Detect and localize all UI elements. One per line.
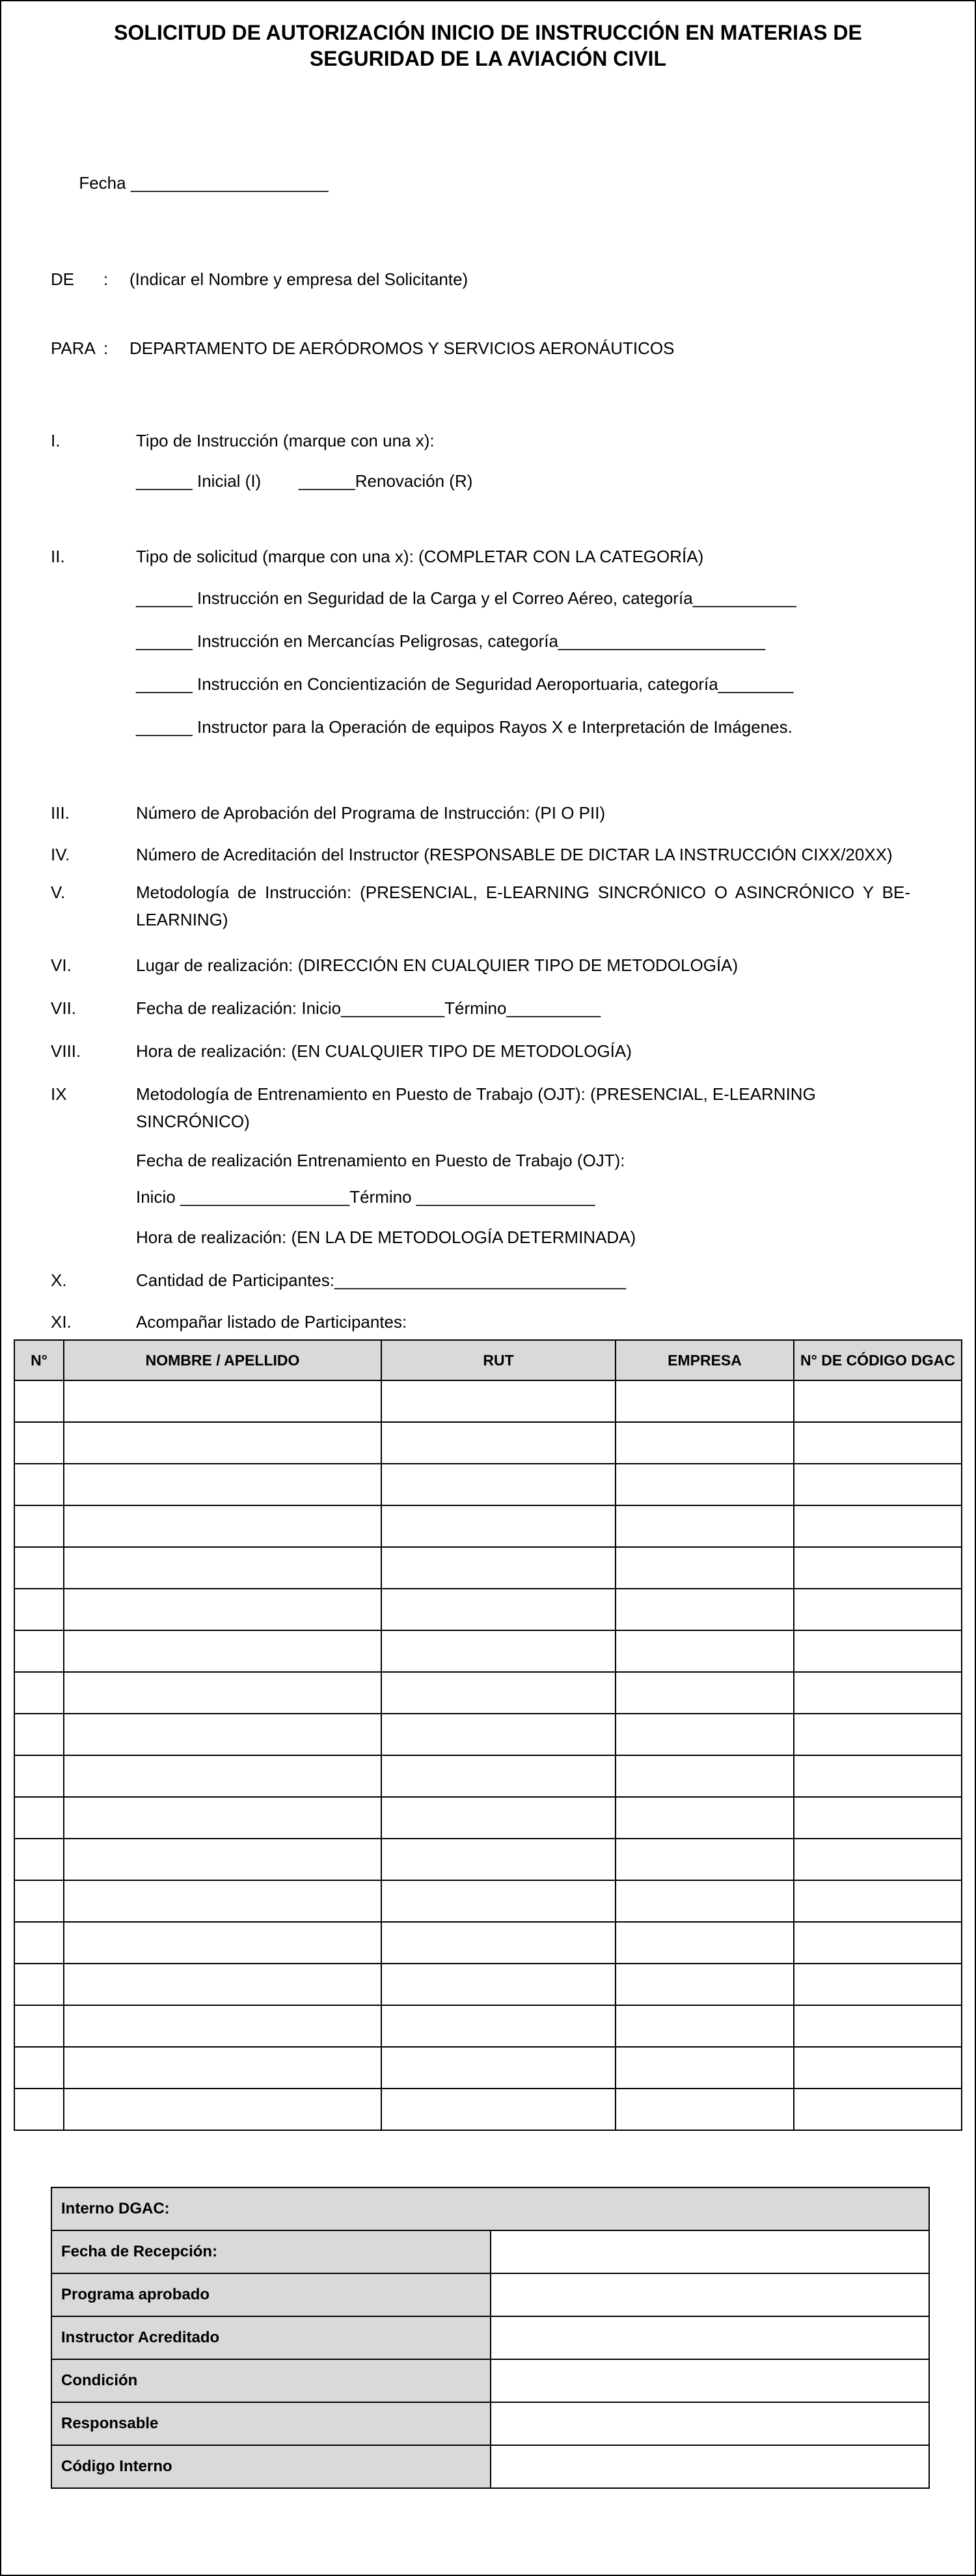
para-row	[51, 335, 929, 362]
item-text: Metodología de Entrenamiento en Puesto de Trabajo (OJT): (PRESENCIAL, E-LEARNING SINCRÓNICO)	[136, 1084, 821, 1131]
participants-empty-cell	[64, 1755, 381, 1797]
participants-empty-cell	[14, 1714, 64, 1755]
participants-empty-cell	[616, 2089, 794, 2130]
item-text: Fecha de realización: Inicio___________Término__________	[136, 998, 601, 1018]
participants-empty-cell	[64, 1630, 381, 1672]
participants-empty-cell	[64, 1547, 381, 1589]
item-text: Metodología de Instrucción: (PRESENCIAL, E-LEARNING SINCRÓNICO O ASINCRÓNICO Y BE-LEARNING)	[136, 883, 910, 929]
participants-empty-cell	[794, 1755, 962, 1797]
participants-empty-cell	[794, 1422, 962, 1464]
participants-empty-cell	[381, 1755, 616, 1797]
form-items	[51, 427, 929, 1336]
item-roman-numeral: VII.	[51, 998, 77, 1018]
participants-empty-row	[14, 2005, 962, 2047]
participants-col-empresa: EMPRESA	[616, 1340, 794, 1380]
participants-empty-cell	[381, 1839, 616, 1880]
participants-empty-cell	[794, 1797, 962, 1839]
participants-empty-cell	[794, 1589, 962, 1630]
participants-empty-cell	[794, 2089, 962, 2130]
interno-row	[51, 2359, 929, 2402]
participants-empty-cell	[14, 1547, 64, 1589]
interno-table-body	[51, 2187, 929, 2488]
participants-empty-cell	[616, 1505, 794, 1547]
participants-empty-cell	[794, 1714, 962, 1755]
interno-row-value	[491, 2273, 930, 2316]
participants-empty-cell	[616, 1589, 794, 1630]
participants-empty-cell	[381, 1630, 616, 1672]
interno-row-value	[491, 2445, 930, 2488]
item-text: Número de Acreditación del Instructor (RESPONSABLE DE DICTAR LA INSTRUCCIÓN CIXX/20XX)	[136, 845, 893, 864]
participants-empty-row	[14, 2047, 962, 2089]
item-subline-hora-ojt: Hora de realización: (EN LA DE METODOLOGÍA DETERMINADA)	[136, 1227, 636, 1247]
participants-empty-cell	[14, 1422, 64, 1464]
item-cantidad-participantes	[51, 1267, 929, 1294]
participants-empty-cell	[64, 1797, 381, 1839]
participants-empty-cell	[616, 1547, 794, 1589]
participants-empty-cell	[794, 1505, 962, 1547]
participants-empty-cell	[14, 2089, 64, 2130]
item-subline-inicio-termino-ojt: Inicio __________________Término ___________________	[136, 1187, 595, 1207]
de-label: DE	[51, 269, 75, 289]
item-tipo-solicitud	[51, 543, 929, 741]
participants-empty-cell	[616, 1672, 794, 1714]
interno-row	[51, 2402, 929, 2445]
interno-header-cell: Interno DGAC:	[51, 2187, 929, 2230]
participants-empty-cell	[794, 1672, 962, 1714]
participants-empty-cell	[14, 1672, 64, 1714]
de-value: (Indicar el Nombre y empresa del Solicitante)	[129, 269, 468, 289]
item-text: Lugar de realización: (DIRECCIÓN EN CUALQUIER TIPO DE METODOLOGÍA)	[136, 955, 739, 975]
participants-empty-cell	[616, 1630, 794, 1672]
item-text: Hora de realización: (EN CUALQUIER TIPO DE METODOLOGÍA)	[136, 1041, 632, 1061]
participants-empty-cell	[616, 2005, 794, 2047]
item-roman-numeral: X.	[51, 1270, 67, 1290]
de-separator: :	[103, 269, 109, 289]
participants-empty-row	[14, 1505, 962, 1547]
participants-empty-cell	[794, 1380, 962, 1422]
item-numero-acreditacion	[51, 841, 929, 868]
participants-col-rut: RUT	[381, 1340, 616, 1380]
participants-empty-cell	[616, 2047, 794, 2089]
interno-row-value	[491, 2359, 930, 2402]
participants-empty-cell	[381, 1380, 616, 1422]
item-roman-numeral: II.	[51, 547, 65, 566]
participants-empty-cell	[64, 1422, 381, 1464]
participants-empty-cell	[794, 2005, 962, 2047]
participants-empty-cell	[64, 1922, 381, 1964]
title-line-1: SOLICITUD DE AUTORIZACIÓN INICIO DE INSTRUCCIÓN EN MATERIAS DE	[114, 21, 862, 44]
participants-empty-cell	[616, 1839, 794, 1880]
item-text: Tipo de solicitud (marque con una x): (COMPLETAR CON LA CATEGORÍA)	[136, 547, 704, 566]
participants-empty-row	[14, 1380, 962, 1422]
item-hora-realizacion	[51, 1037, 929, 1065]
interno-row-label: Programa aprobado	[51, 2273, 491, 2316]
interno-row-label: Responsable	[51, 2402, 491, 2445]
participants-empty-row	[14, 1547, 962, 1589]
interno-row	[51, 2445, 929, 2488]
item-lugar-realizacion	[51, 952, 929, 979]
participants-empty-cell	[794, 1547, 962, 1589]
participants-empty-cell	[616, 1797, 794, 1839]
participants-empty-cell	[381, 1505, 616, 1547]
participants-empty-row	[14, 2089, 962, 2130]
participants-empty-cell	[381, 1422, 616, 1464]
participants-empty-row	[14, 1672, 962, 1714]
title-line-2: SEGURIDAD DE LA AVIACIÓN CIVIL	[309, 47, 667, 70]
interno-row-label: Código Interno	[51, 2445, 491, 2488]
interno-header-row	[51, 2187, 929, 2230]
participants-empty-cell	[616, 1422, 794, 1464]
participants-empty-cell	[381, 1714, 616, 1755]
item-numero-aprobacion	[51, 799, 929, 827]
participants-empty-cell	[64, 1589, 381, 1630]
fecha-label: Fecha	[79, 173, 131, 193]
item-subline-carga-correo: ______ Instrucción en Seguridad de la Carga y el Correo Aéreo, categoría___________	[136, 588, 796, 608]
participants-empty-cell	[14, 1797, 64, 1839]
participants-empty-cell	[14, 1839, 64, 1880]
item-fecha-realizacion	[51, 994, 929, 1022]
participants-empty-row	[14, 1797, 962, 1839]
participants-empty-cell	[794, 2047, 962, 2089]
interno-row-label: Fecha de Recepción:	[51, 2230, 491, 2273]
interno-row	[51, 2316, 929, 2359]
participants-empty-cell	[381, 1547, 616, 1589]
participants-empty-cell	[616, 1880, 794, 1922]
participants-empty-cell	[616, 1380, 794, 1422]
participants-empty-cell	[616, 1964, 794, 2005]
participants-header-row	[14, 1340, 962, 1380]
participants-table-body	[14, 1380, 962, 2130]
participants-empty-cell	[381, 2005, 616, 2047]
participants-empty-cell	[616, 1464, 794, 1505]
participants-empty-row	[14, 1422, 962, 1464]
participants-empty-row	[14, 1464, 962, 1505]
participants-empty-row	[14, 1880, 962, 1922]
participants-empty-cell	[381, 1797, 616, 1839]
item-text: Número de Aprobación del Programa de Instrucción: (PI O PII)	[136, 803, 606, 823]
participants-empty-cell	[794, 1964, 962, 2005]
item-roman-numeral: V.	[51, 883, 66, 902]
participants-empty-cell	[381, 1672, 616, 1714]
interno-row-value	[491, 2316, 930, 2359]
interno-row-label: Condición	[51, 2359, 491, 2402]
participants-col-nombre-apellido: NOMBRE / APELLIDO	[64, 1340, 381, 1380]
participants-empty-cell	[14, 1880, 64, 1922]
participants-empty-cell	[14, 1922, 64, 1964]
participants-empty-row	[14, 1964, 962, 2005]
item-subline-mercancias-peligrosas: ______ Instrucción en Mercancías Peligrosas, categoría______________________	[136, 631, 766, 651]
participants-empty-cell	[616, 1922, 794, 1964]
para-separator: :	[103, 338, 109, 358]
participants-empty-cell	[64, 1839, 381, 1880]
document-title	[1, 20, 975, 72]
participants-empty-cell	[14, 1505, 64, 1547]
item-roman-numeral: III.	[51, 803, 70, 823]
para-label: PARA	[51, 338, 96, 358]
interno-row-value	[491, 2230, 930, 2273]
interno-row	[51, 2273, 929, 2316]
participants-col-codigo-dgac: N° DE CÓDIGO DGAC	[794, 1340, 962, 1380]
participants-empty-cell	[381, 1880, 616, 1922]
item-text: Cantidad de Participantes:_______________________________	[136, 1270, 627, 1290]
participants-empty-cell	[616, 1755, 794, 1797]
participants-empty-cell	[14, 1755, 64, 1797]
participants-empty-cell	[14, 2005, 64, 2047]
item-roman-numeral: I.	[51, 431, 61, 450]
item-text: Acompañar listado de Participantes:	[136, 1312, 407, 1332]
participants-table	[14, 1339, 962, 2131]
participants-empty-cell	[616, 1714, 794, 1755]
participants-empty-row	[14, 1922, 962, 1964]
item-roman-numeral: VI.	[51, 955, 72, 975]
participants-empty-cell	[381, 2047, 616, 2089]
participants-empty-cell	[14, 1464, 64, 1505]
item-roman-numeral: XI.	[51, 1312, 72, 1332]
participants-empty-cell	[64, 2005, 381, 2047]
item-listado-participantes	[51, 1308, 929, 1336]
participants-empty-cell	[381, 1589, 616, 1630]
participants-empty-cell	[64, 2047, 381, 2089]
participants-empty-row	[14, 1630, 962, 1672]
item-subline-concientizacion: ______ Instrucción en Concientización de Seguridad Aeroportuaria, categoría________	[136, 674, 794, 694]
participants-empty-cell	[64, 1964, 381, 2005]
participants-empty-cell	[794, 1880, 962, 1922]
participants-empty-cell	[381, 1922, 616, 1964]
item-tipo-instruccion	[51, 427, 929, 495]
participants-empty-cell	[14, 1630, 64, 1672]
interno-row-value	[491, 2402, 930, 2445]
participants-empty-cell	[381, 1464, 616, 1505]
fecha-row	[51, 142, 929, 224]
de-row	[51, 266, 929, 293]
participants-col-numero: N°	[14, 1340, 64, 1380]
participants-empty-cell	[794, 1922, 962, 1964]
item-text: Tipo de Instrucción (marque con una x):	[136, 431, 435, 450]
item-metodologia-instruccion	[51, 879, 929, 933]
item-subline-rayos-x: ______ Instructor para la Operación de equipos Rayos X e Interpretación de Imágenes.	[136, 717, 793, 737]
participants-empty-cell	[64, 2089, 381, 2130]
participants-empty-cell	[381, 1964, 616, 2005]
fecha-blank-line: _____________________	[130, 173, 329, 193]
participants-empty-row	[14, 1839, 962, 1880]
item-roman-numeral: IX	[51, 1084, 67, 1104]
participants-empty-cell	[794, 1839, 962, 1880]
participants-empty-cell	[64, 1672, 381, 1714]
item-subline-fecha-ojt: Fecha de realización Entrenamiento en Puesto de Trabajo (OJT):	[136, 1151, 625, 1170]
interno-row	[51, 2230, 929, 2273]
participants-empty-cell	[14, 2047, 64, 2089]
participants-empty-cell	[64, 1880, 381, 1922]
participants-empty-cell	[794, 1630, 962, 1672]
participants-empty-cell	[14, 1589, 64, 1630]
para-value: DEPARTAMENTO DE AERÓDROMOS Y SERVICIOS AERONÁUTICOS	[129, 338, 675, 358]
participants-empty-cell	[14, 1964, 64, 2005]
participants-empty-row	[14, 1589, 962, 1630]
item-roman-numeral: VIII.	[51, 1041, 81, 1061]
participants-empty-cell	[794, 1464, 962, 1505]
participants-empty-cell	[64, 1380, 381, 1422]
participants-empty-cell	[381, 2089, 616, 2130]
item-roman-numeral: IV.	[51, 845, 70, 864]
participants-empty-row	[14, 1755, 962, 1797]
interno-dgac-table	[51, 2187, 930, 2489]
participants-empty-row	[14, 1714, 962, 1755]
participants-empty-cell	[14, 1380, 64, 1422]
participants-empty-cell	[64, 1505, 381, 1547]
participants-empty-cell	[64, 1714, 381, 1755]
interno-row-label: Instructor Acreditado	[51, 2316, 491, 2359]
participants-empty-cell	[64, 1464, 381, 1505]
item-metodologia-ojt	[51, 1080, 929, 1251]
item-subline-inicial-renovacion: ______ Inicial (I) ______Renovación (R)	[136, 471, 473, 491]
